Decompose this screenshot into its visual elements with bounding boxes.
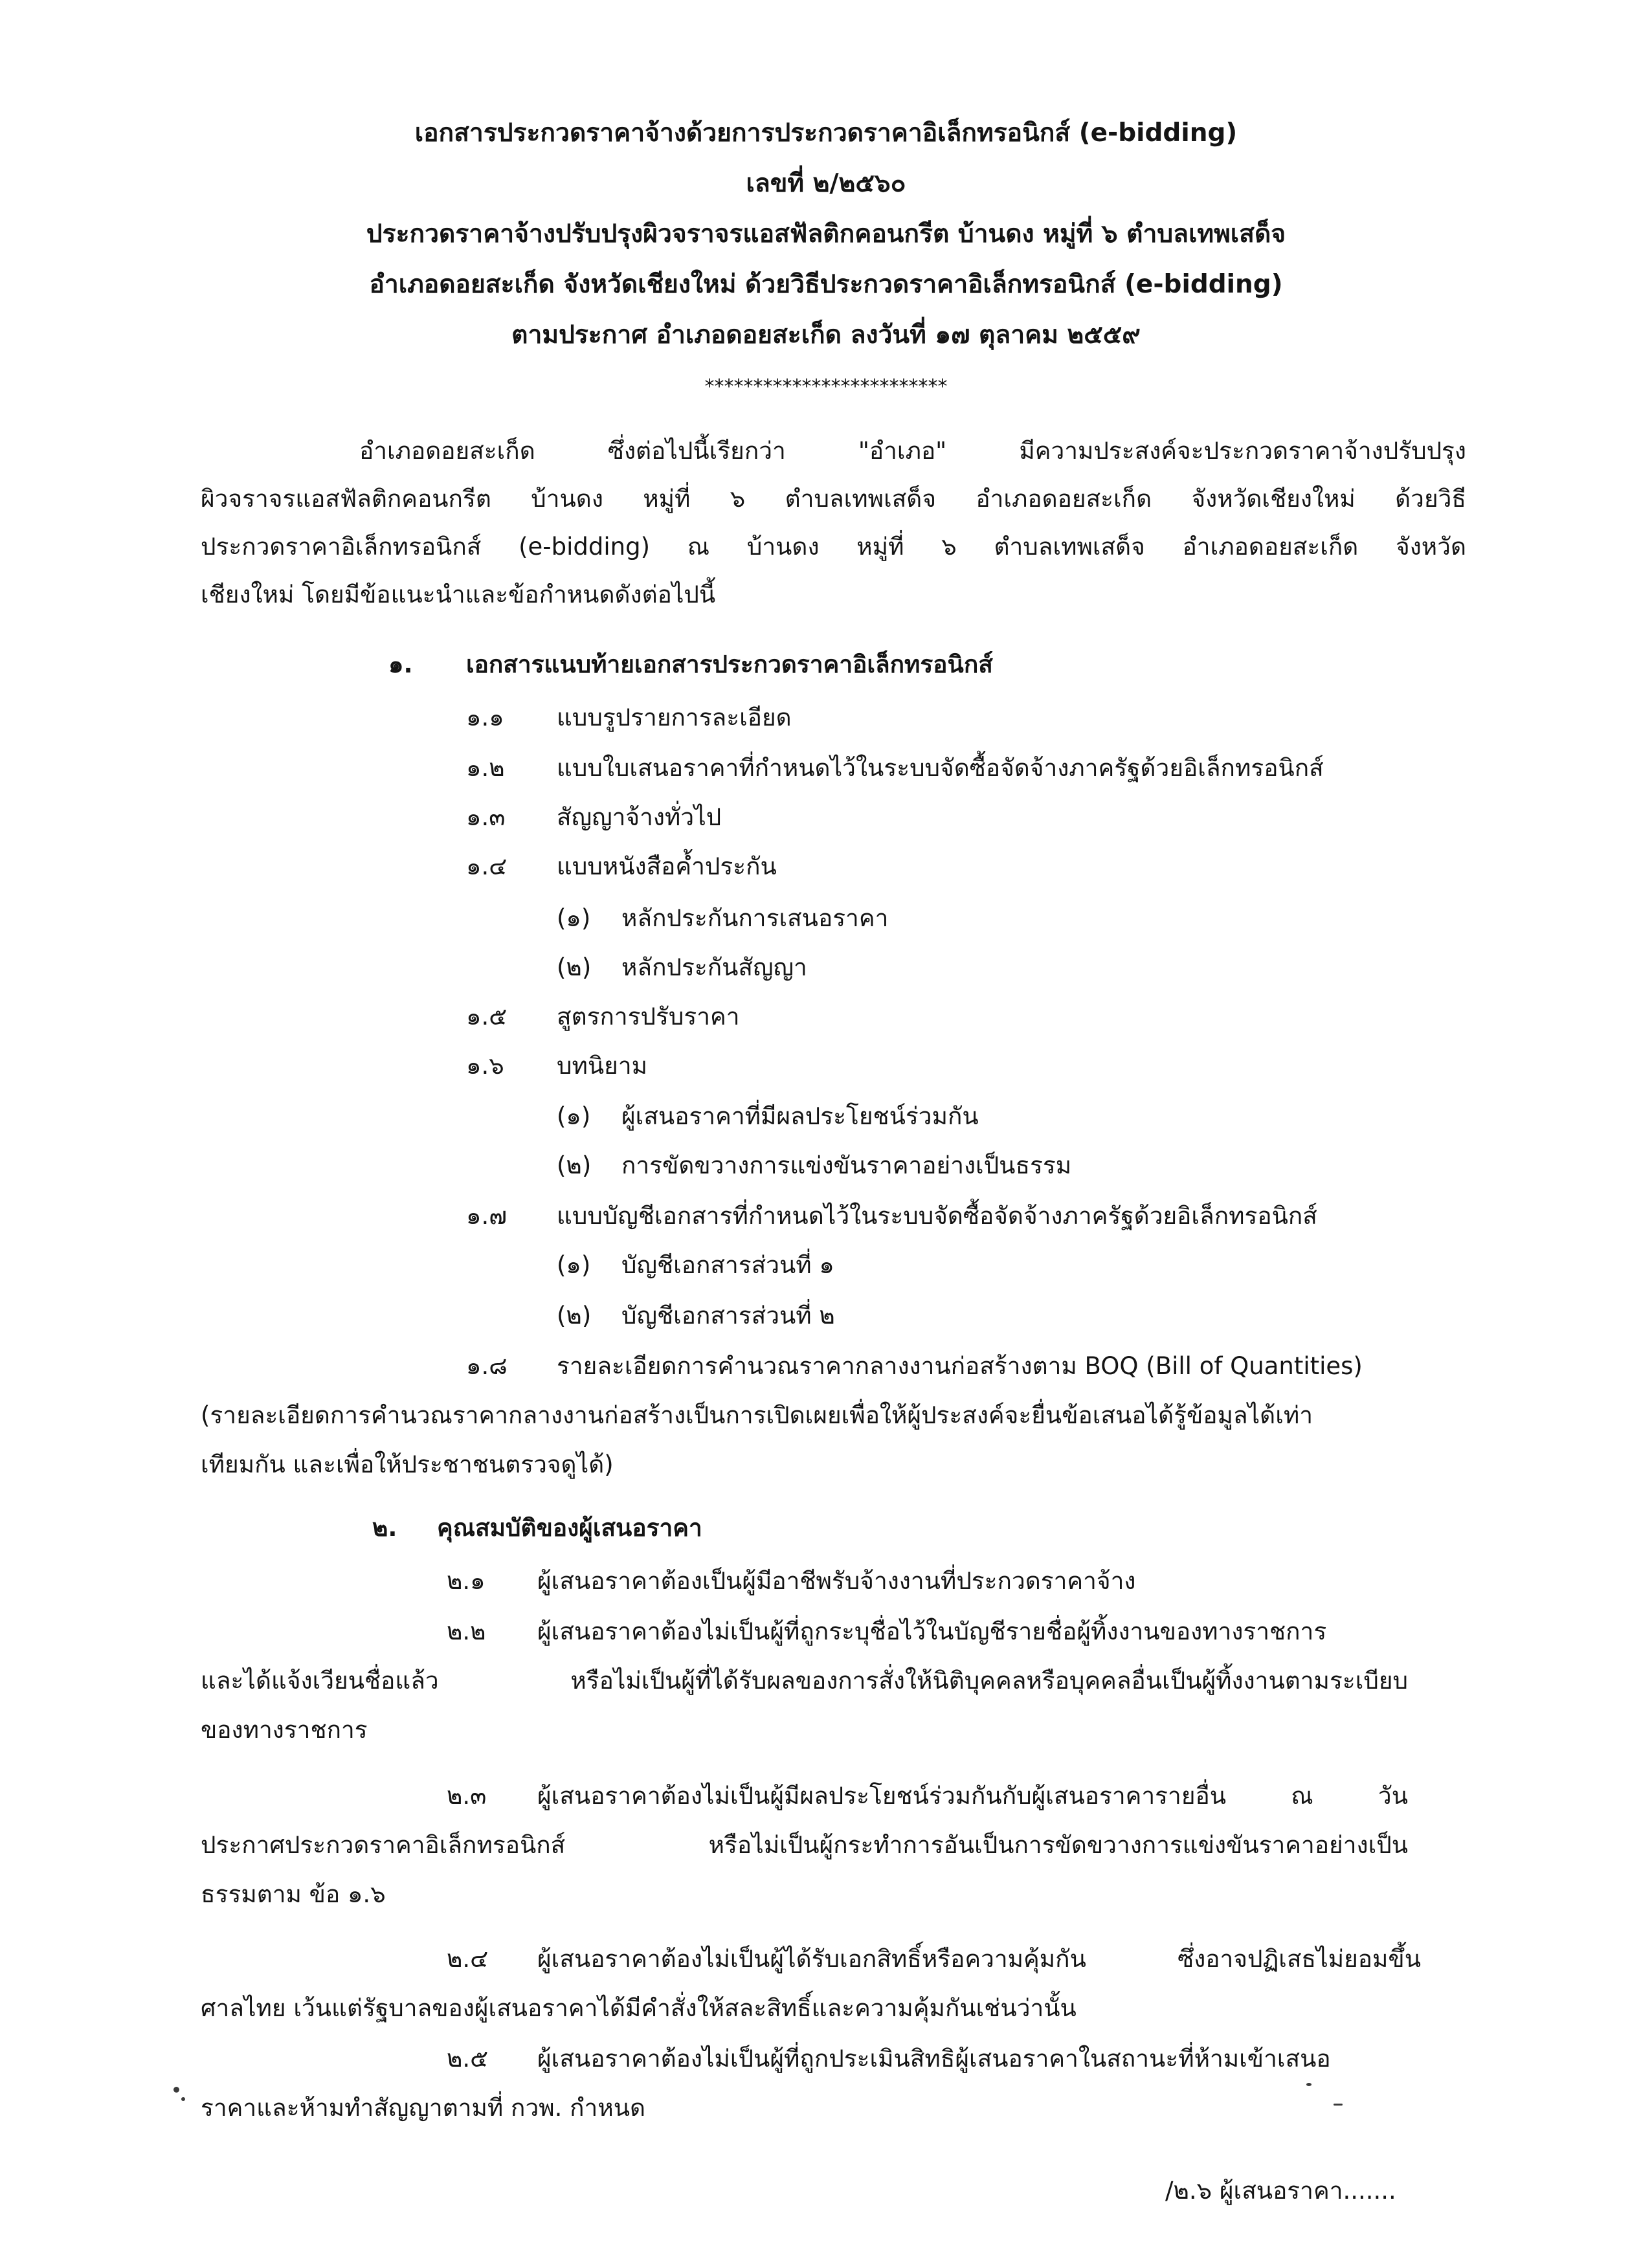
item-1-7-1-text: บัญชีเอกสารส่วนที่ ๑: [621, 1251, 834, 1279]
item-2-5-line-1: ผู้เสนอราคาต้องไม่เป็นผู้ที่ถูกประเมินสิทธิผู้เสนอราคาในสถานะที่ห้ามเข้าเสนอ: [537, 2045, 1331, 2073]
item-1-8-text: รายละเอียดการคำนวณราคากลางงานก่อสร้างตาม BOQ (Bill of Quantities): [557, 1352, 1363, 1380]
item-1-8-note-line-2: เทียมกัน และเพื่อให้ประชาชนตรวจดูได้): [201, 1451, 614, 1478]
item-1-7-text: แบบบัญชีเอกสารที่กำหนดไว้ในระบบจัดซื้อจัดจ้างภาครัฐด้วยอิเล็กทรอนิกส์: [557, 1202, 1317, 1230]
scan-speck: [181, 2097, 185, 2101]
item-1-1-number: ๑.๑: [466, 704, 504, 731]
item-1-7-number: ๑.๗: [466, 1202, 508, 1230]
item-2-4-line-2: ศาลไทย เว้นแต่รัฐบาลของผู้เสนอราคาได้มีคำสั่งให้สละสิทธิ์และความคุ้มกันเช่นว่านั้น: [201, 1994, 1077, 2022]
title-line-4: อำเภอดอยสะเก็ด จังหวัดเชียงใหม่ ด้วยวิธีประกวดราคาอิเล็กทรอนิกส์ (e-bidding): [369, 270, 1283, 299]
item-2-2-line-2: และได้แจ้งเวียนชื่อแล้ว หรือไม่เป็นผู้ที่ได้รับผลของการสั่งให้นิติบุคคลหรือบุคคลอื่นเป็นผู้ทิ้งงานตามระเบียบ: [201, 1667, 1408, 1695]
item-2-4-number: ๒.๔: [447, 1945, 489, 1973]
item-2-1-number: ๒.๑: [447, 1567, 486, 1595]
scan-speck: [1334, 2104, 1343, 2106]
item-2-5-line-2: ราคาและห้ามทำสัญญาตามที่ กวพ. กำหนด: [201, 2094, 646, 2122]
item-1-7-1-number: (๑): [557, 1251, 591, 1279]
item-1-5-text: สูตรการปรับราคา: [557, 1003, 740, 1030]
page-continuation: /๒.๖ ผู้เสนอราคา.......: [1165, 2177, 1396, 2205]
title-line-3: ประกวดราคาจ้างปรับปรุงผิวจราจรแอสฟัลติกคอนกรีต บ้านดง หมู่ที่ ๖ ตำบลเทพเสด็จ: [366, 219, 1286, 249]
item-2-2-line-3: ของทางราชการ: [201, 1716, 368, 1744]
section-1-number: ๑.: [388, 650, 413, 678]
item-1-6-text: บทนิยาม: [557, 1052, 648, 1080]
intro-line-1: อำเภอดอยสะเก็ด ซึ่งต่อไปนี้เรียกว่า "อำเภอ" มีความประสงค์จะประกวดราคาจ้างปรับปรุง: [359, 437, 1466, 465]
item-1-6-2-number: (๒): [557, 1151, 592, 1179]
item-1-3-number: ๑.๓: [466, 803, 506, 831]
item-2-2-number: ๒.๒: [447, 1618, 486, 1645]
item-1-8-note-line-1: (รายละเอียดการคำนวณราคากลางงานก่อสร้างเป็นการเปิดเผยเพื่อให้ผู้ประสงค์จะยื่นข้อเสนอได้รู้ข้อมูลได้เท่า: [201, 1401, 1313, 1429]
item-1-6-number: ๑.๖: [466, 1052, 504, 1080]
document-number: เลขที่ ๒/๒๕๖๐: [746, 169, 906, 198]
intro-line-3: ประกวดราคาอิเล็กทรอนิกส์ (e-bidding) ณ บ้านดง หมู่ที่ ๖ ตำบลเทพเสด็จ อำเภอดอยสะเก็ด จังหวัด: [201, 533, 1466, 561]
item-1-4-1-text: หลักประกันการเสนอราคา: [621, 904, 889, 932]
item-2-3-number: ๒.๓: [447, 1782, 487, 1810]
item-2-5-number: ๒.๕: [447, 2045, 489, 2073]
scan-speck: [1306, 2083, 1312, 2086]
scan-speck: [173, 2087, 179, 2093]
title-line-5: ตามประกาศ อำเภอดอยสะเก็ด ลงวันที่ ๑๗ ตุลาคม ๒๕๕๙: [511, 320, 1141, 350]
item-1-4-1-number: (๑): [557, 904, 591, 932]
intro-line-2: ผิวจราจรแอสฟัลติกคอนกรีต บ้านดง หมู่ที่ ๖ ตำบลเทพเสด็จ อำเภอดอยสะเก็ด จังหวัดเชียงใหม่ ด้วยวิธี: [201, 485, 1466, 513]
section-1-heading: เอกสารแนบท้ายเอกสารประกวดราคาอิเล็กทรอนิกส์: [466, 650, 993, 678]
item-1-2-text: แบบใบเสนอราคาที่กำหนดไว้ในระบบจัดซื้อจัดจ้างภาครัฐด้วยอิเล็กทรอนิกส์: [557, 754, 1324, 782]
item-1-8-number: ๑.๘: [466, 1352, 508, 1380]
item-2-3-line-1: ผู้เสนอราคาต้องไม่เป็นผู้มีผลประโยชน์ร่วมกันกับผู้เสนอราคารายอื่น ณ วัน: [537, 1782, 1408, 1810]
item-1-7-2-number: (๒): [557, 1302, 592, 1329]
item-1-4-2-number: (๒): [557, 953, 592, 981]
section-2-number: ๒.: [372, 1514, 397, 1542]
item-1-5-number: ๑.๕: [466, 1003, 508, 1030]
item-2-1-text: ผู้เสนอราคาต้องเป็นผู้มีอาชีพรับจ้างงานที่ประกวดราคาจ้าง: [537, 1567, 1136, 1595]
item-1-3-text: สัญญาจ้างทั่วไป: [557, 803, 722, 831]
item-1-1-text: แบบรูปรายการละเอียด: [557, 704, 792, 731]
intro-line-4: เชียงใหม่ โดยมีข้อแนะนำและข้อกำหนดดังต่อไปนี้: [201, 581, 716, 608]
item-1-4-number: ๑.๔: [466, 852, 508, 880]
item-2-3-line-3: ธรรมตาม ข้อ ๑.๖: [201, 1880, 386, 1908]
item-1-2-number: ๑.๒: [466, 754, 505, 782]
header-divider: *************************: [704, 375, 948, 398]
item-1-6-1-text: ผู้เสนอราคาที่มีผลประโยชน์ร่วมกัน: [621, 1102, 979, 1130]
item-1-4-2-text: หลักประกันสัญญา: [621, 953, 807, 981]
item-1-7-2-text: บัญชีเอกสารส่วนที่ ๒: [621, 1302, 835, 1329]
section-2-heading: คุณสมบัติของผู้เสนอราคา: [437, 1514, 702, 1542]
item-2-4-line-1: ผู้เสนอราคาต้องไม่เป็นผู้ได้รับเอกสิทธิ์หรือความคุ้มกัน ซึ่งอาจปฏิเสธไม่ยอมขึ้น: [537, 1945, 1421, 1973]
item-2-2-line-1: ผู้เสนอราคาต้องไม่เป็นผู้ที่ถูกระบุชื่อไว้ในบัญชีรายชื่อผู้ทิ้งงานของทางราชการ: [537, 1618, 1327, 1645]
item-1-6-1-number: (๑): [557, 1102, 591, 1130]
item-2-3-line-2: ประกาศประกวดราคาอิเล็กทรอนิกส์ หรือไม่เป็นผู้กระทำการอันเป็นการขัดขวางการแข่งขันราคาอย่างเป็น: [201, 1831, 1408, 1859]
item-1-4-text: แบบหนังสือค้ำประกัน: [557, 852, 777, 880]
title-line-1: เอกสารประกวดราคาจ้างด้วยการประกวดราคาอิเล็กทรอนิกส์ (e-bidding): [414, 118, 1238, 148]
item-1-6-2-text: การขัดขวางการแข่งขันราคาอย่างเป็นธรรม: [621, 1151, 1072, 1179]
